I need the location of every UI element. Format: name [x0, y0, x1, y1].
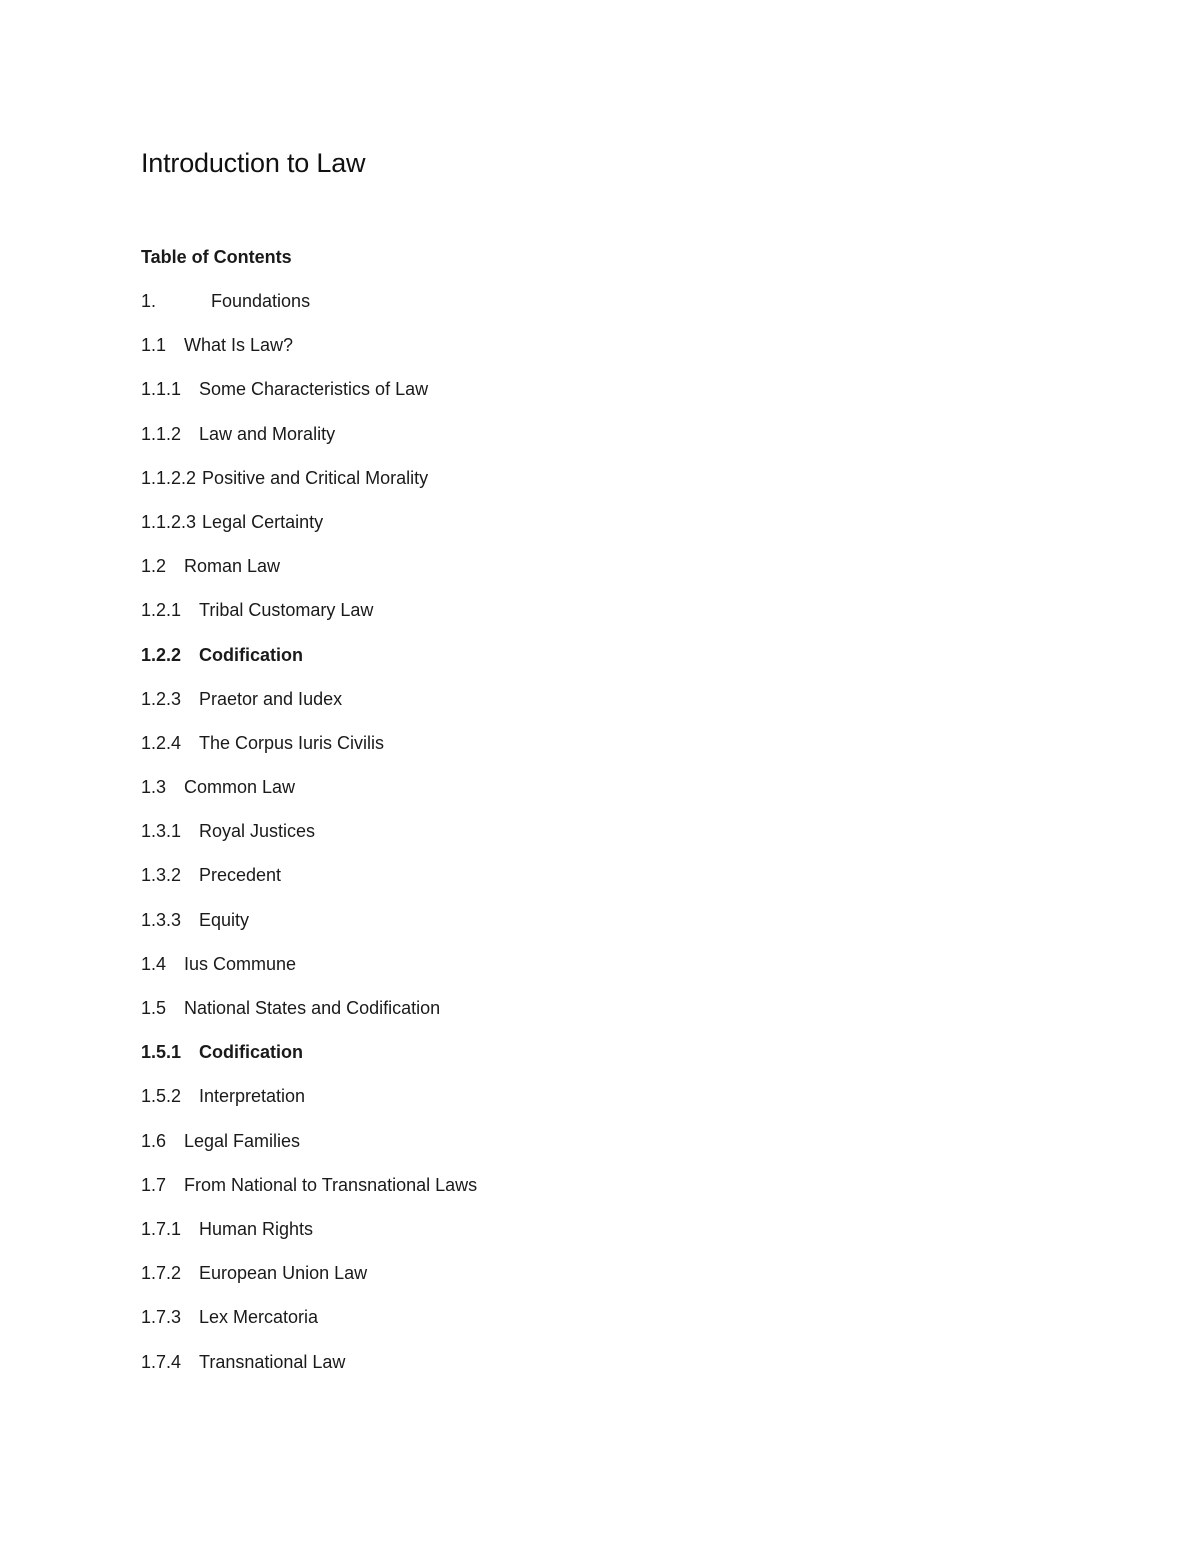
toc-entry-number: 1.5.2: [141, 1086, 182, 1107]
toc-entry: [141, 864, 477, 908]
toc-entry-number: 1.2.3: [141, 688, 182, 709]
toc-entry: [141, 644, 477, 688]
toc-entry-number: 1.1.2.3: [141, 511, 197, 532]
toc-entry-number: 1.3: [141, 777, 167, 798]
toc-entry-title: Tribal Customary Law: [199, 600, 374, 621]
toc-entry-number: 1.7.4: [141, 1351, 182, 1372]
toc-entry-title: Praetor and Iudex: [199, 688, 343, 709]
toc-entry-title: Equity: [199, 909, 250, 930]
toc-entry: [141, 953, 477, 997]
toc-entry-number: 1.1.2.2: [141, 467, 197, 488]
toc-entry-title: Law and Morality: [199, 423, 336, 444]
toc-entry: [141, 290, 477, 334]
toc-entry-number: 1.6: [141, 1130, 167, 1151]
document-title: Introduction to Law: [141, 148, 366, 178]
toc-entry-number: 1.5.1: [141, 1042, 182, 1063]
toc-entry-number: 1.3.2: [141, 865, 182, 886]
toc-entry-title: Legal Families: [184, 1130, 301, 1151]
toc-entry-title: European Union Law: [199, 1263, 368, 1284]
toc-entry: [141, 1130, 477, 1174]
toc-entry: [141, 820, 477, 864]
toc-entry-title: What Is Law?: [184, 335, 294, 356]
toc-entry-number: 1.2.4: [141, 732, 182, 753]
toc-entry-title: Codification: [199, 644, 303, 665]
toc-entry: [141, 909, 477, 953]
toc-entry-number: 1.3.1: [141, 821, 182, 842]
toc-entry-title: Interpretation: [199, 1086, 306, 1107]
toc-entry-number: 1.5: [141, 998, 167, 1018]
toc-entry: [141, 423, 477, 467]
toc-entry: [141, 1351, 477, 1395]
toc-entry: [141, 1262, 477, 1306]
toc-entry: [141, 1085, 477, 1129]
toc-entry: [141, 599, 477, 643]
toc-entry: [141, 1306, 477, 1350]
toc-entry-title: The Corpus Iuris Civilis: [199, 732, 385, 753]
toc-entry: [141, 378, 477, 422]
toc-entry: [141, 1174, 477, 1218]
toc-entry: [141, 997, 477, 1041]
toc-entry-number: 1.7.2: [141, 1263, 182, 1284]
toc-entry: [141, 334, 477, 378]
toc-entry: [141, 1218, 477, 1262]
toc-entry-title: Royal Justices: [199, 821, 316, 842]
toc-heading: Table of Contents: [141, 247, 292, 267]
toc-entry-number: 1.4: [141, 953, 167, 974]
toc-entry-number: 1.7.1: [141, 1218, 182, 1239]
toc-entry: [141, 776, 477, 820]
toc-entry-title: Precedent: [199, 865, 282, 886]
toc-entry-title: Transnational Law: [199, 1351, 346, 1372]
toc-entry-number: 1.7: [141, 1174, 167, 1195]
toc-entry-title: National States and Codification: [184, 998, 441, 1018]
toc-entry-title: Common Law: [184, 777, 296, 798]
toc-entry-title: Legal Certainty: [202, 511, 324, 532]
toc-entry-title: Foundations: [211, 291, 311, 311]
toc-entry-number: 1.1: [141, 335, 167, 356]
toc-entry: [141, 467, 477, 511]
toc-entry-number: 1.1.2: [141, 423, 182, 444]
toc-entry-title: Some Characteristics of Law: [199, 379, 429, 400]
toc-entry-title: Roman Law: [184, 556, 281, 577]
toc-entry-number: 1.2.2: [141, 644, 182, 665]
toc-entry-number: 1.1.1: [141, 379, 182, 400]
toc-entry-title: Codification: [199, 1042, 303, 1063]
toc-entry-title: From National to Transnational Laws: [184, 1174, 478, 1195]
toc-entry-number: 1.3.3: [141, 909, 182, 930]
toc-entry: [141, 555, 477, 599]
toc-entry-title: Human Rights: [199, 1218, 314, 1239]
toc-entry-title: Positive and Critical Morality: [202, 467, 429, 488]
toc-entry: [141, 1041, 477, 1085]
toc-entry: [141, 511, 477, 555]
toc-entry-title: Lex Mercatoria: [199, 1307, 319, 1328]
toc-entry-number: 1.2.1: [141, 600, 182, 621]
toc-entry-number: 1.: [141, 291, 157, 311]
table-of-contents: [141, 290, 477, 1395]
toc-entry: [141, 732, 477, 776]
toc-entry: [141, 688, 477, 732]
toc-entry-number: 1.7.3: [141, 1307, 182, 1328]
toc-entry-number: 1.2: [141, 556, 167, 577]
toc-entry-title: Ius Commune: [184, 953, 297, 974]
